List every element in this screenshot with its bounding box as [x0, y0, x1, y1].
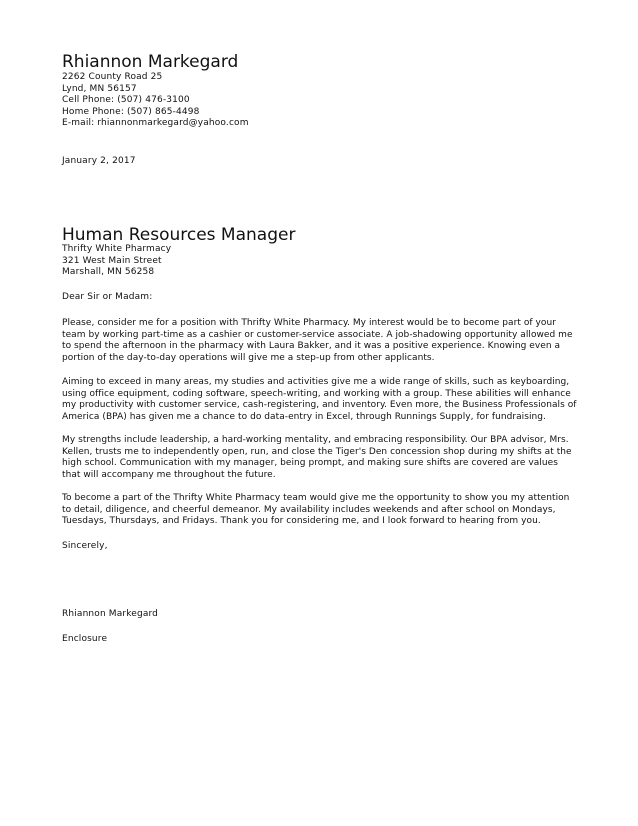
paragraph-line: America (BPA) has given me a chance to do data-entry in Excel, through Runnings Supply, for fundraising. [62, 411, 546, 422]
sender-email: E-mail: rhiannonmarkegard@yahoo.com [62, 118, 249, 128]
paragraph-line: high school. Communication with my manager, being prompt, and making sure shifts are covered are values [62, 458, 558, 468]
paragraph-line: Tuesdays, Thursdays, and Fridays. Thank you for considering me, and I look forward to hearing from you. [62, 516, 541, 526]
recipient-city: Marshall, MN 56258 [62, 267, 155, 277]
recipient-address-block [62, 244, 171, 279]
sender-address-line2: Lynd, MN 56157 [62, 83, 137, 94]
salutation: Dear Sir or Madam: [62, 292, 153, 302]
closing: Sincerely, [62, 541, 108, 551]
body-paragraph-3 [62, 435, 582, 481]
recipient-street: 321 West Main Street [62, 255, 162, 266]
paragraph-line: to spend the afternoon in the pharmacy with Laura Bakker, and it was a positive experience. Knowing even a [62, 341, 561, 351]
recipient-title: Human Resources Manager [62, 225, 296, 245]
sender-address-line1: 2262 County Road 25 [62, 72, 163, 82]
enclosure-note: Enclosure [62, 634, 108, 644]
paragraph-line: using office equipment, coding software, speech-writing, and working with a group. These abilities will enhance [62, 388, 571, 399]
recipient-company: Thrifty White Pharmacy [62, 244, 172, 254]
paragraph-line: team by working part-time as a cashier or customer-service associate. A job-shadowing opportunity allowed me [62, 329, 573, 340]
sender-home-phone: Home Phone: (507) 865-4498 [62, 106, 200, 117]
paragraph-line: portion of the day-to-day operations will give me a step-up from other applicants. [62, 352, 435, 363]
body-paragraph-1 [62, 318, 582, 364]
paragraph-line: that will accompany me throughout the future. [62, 469, 276, 480]
sender-cell-phone: Cell Phone: (507) 476-3100 [62, 95, 190, 105]
body-paragraph-4 [62, 493, 582, 528]
paragraph-line: to detail, diligence, and cheerful demeanor. My availability includes weekends and after school on Mondays, [62, 504, 556, 515]
paragraph-line: Aiming to exceed in many areas, my studies and activities give me a wide range of skills, such as keyboarding, [62, 377, 570, 387]
paragraph-line: My strengths include leadership, a hard-working mentality, and embracing responsibility. Our BPA advisor, Mrs. [62, 435, 569, 445]
paragraph-line: Please, consider me for a position with Thrifty White Pharmacy. My interest would be to become part of your [62, 318, 556, 328]
signature-name: Rhiannon Markegard [62, 609, 159, 619]
sender-name: Rhiannon Markegard [62, 52, 239, 72]
body-paragraph-2 [62, 377, 582, 423]
paragraph-line: my productivity with customer service, cash-registering, and inventory. Even more, the Business Professionals of [62, 400, 577, 410]
letter-date: January 2, 2017 [62, 156, 136, 166]
paragraph-line: To become a part of the Thrifty White Pharmacy team would give me the opportunity to show you my attention [62, 493, 570, 503]
paragraph-line: Kellen, trusts me to independently open, run, and close the Tiger's Den concession shop during my shifts at the [62, 446, 572, 457]
sender-contact-block [62, 72, 249, 130]
